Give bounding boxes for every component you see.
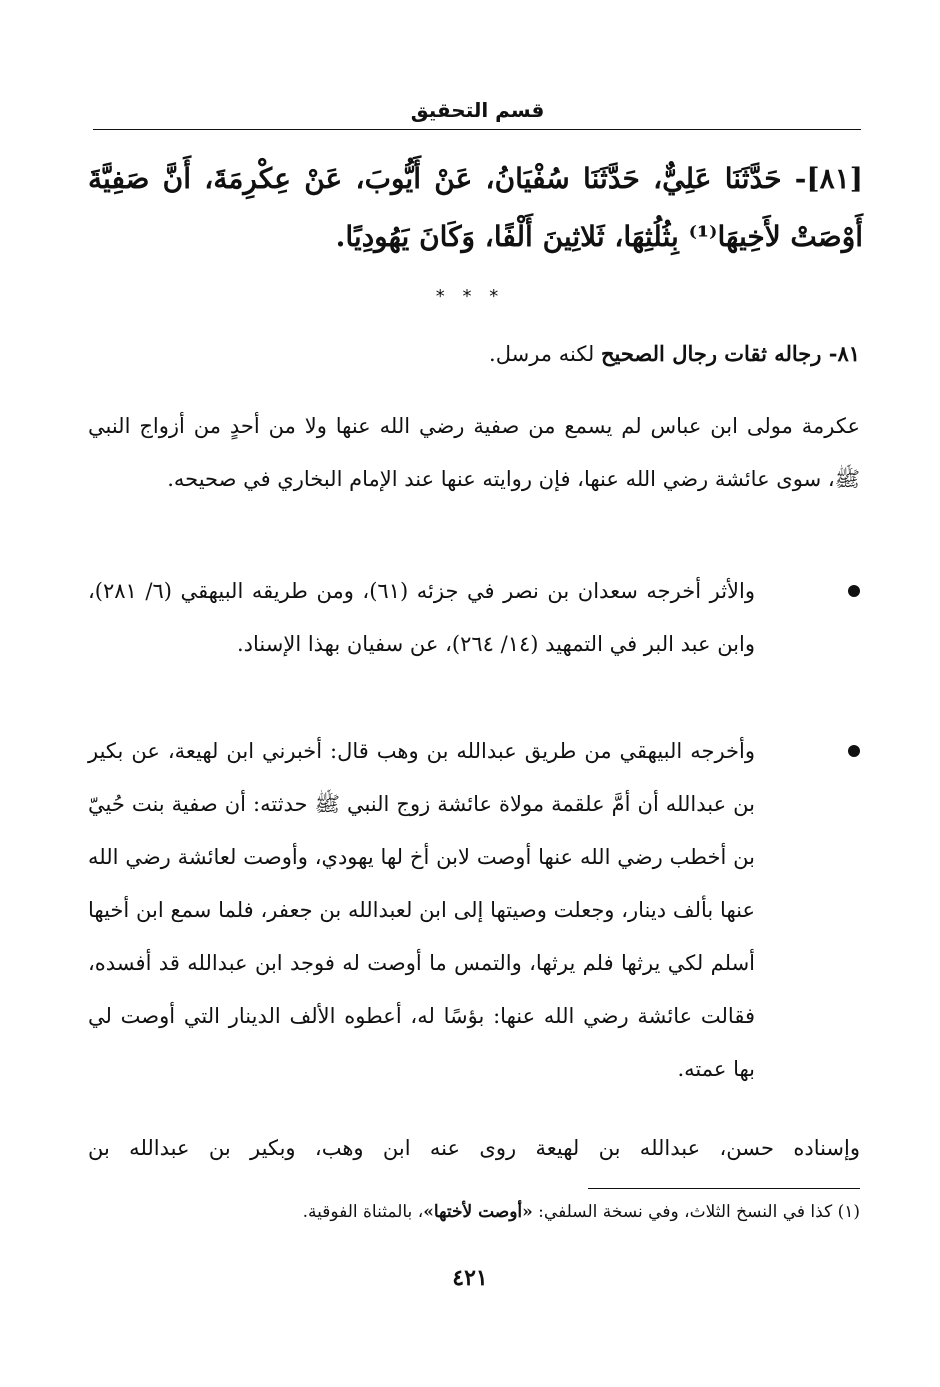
footnote-tail: ، بالمثناة الفوقية. — [302, 1202, 424, 1222]
section-separator: * * * — [435, 286, 505, 307]
paragraph-isnad: وإسناده حسن، عبدالله بن لهيعة روى عنه ابن وهب، وبكير بن عبدالله بن — [88, 1136, 860, 1160]
footnote-marker: (١) — [837, 1202, 860, 1222]
footnote-rule — [588, 1188, 860, 1189]
verdict-lead: ٨١- رجاله ثقات رجال الصحيح — [600, 341, 860, 366]
footnote — [180, 1197, 860, 1227]
bullet-icon — [848, 745, 860, 757]
hadith-text: [٨١]- حَدَّثَنَا عَلِيٌّ، حَدَّثَنَا سُفْيَانُ، عَنْ أَيُّوبَ، عَنْ عِكْرِمَةَ، أَنَّ صَفِيَّةَ أَوْصَتْ لأَخِيهَا⁽¹⁾ بِثُلُثِهَا، ثَلاثِينَ أَلْفًا، وَكَانَ يَهُودِيًا. — [88, 162, 863, 253]
bullet-text: وأخرجه البيهقي من طريق عبدالله بن وهب قال: أخبرني ابن لهيعة، عن بكير بن عبدالله أن أمَّ علقمة مولاة عائشة زوج النبي ﷺ حدثته: أن صفية بنت حُييّ بن أخطب رضي الله عنها أوصت لابن أخ لها يهودي، وأوصت لعائشة رضي الله عنها بألف دينار، وجعلت وصيتها إلى ابن لعبدالله بن جعفر، فلما سمع ابن أخيها أسلم لكي يرثها فلم يرثها، والتمس ما أوصت له فوجد ابن عبدالله قد أفسده، فقالت عائشة رضي الله عنها: بؤسًا له، أعطوه الألف الدينار التي أوصت لي بها عمته. — [88, 739, 755, 1081]
footnote-quote: «أوصت لأختها» — [423, 1202, 533, 1222]
verdict-line — [300, 336, 860, 372]
paragraph-transmission: عكرمة مولى ابن عباس لم يسمع من صفية رضي الله عنها ولا من أحدٍ من أزواج النبي ﷺ، سوى عائشة رضي الله عنها، فإن روايته عنها عند الإمام البخاري في صحيحه. — [88, 414, 860, 491]
bullet-icon — [848, 585, 860, 597]
running-title: قسم التحقيق — [410, 98, 545, 122]
bullet-text: والأثر أخرجه سعدان بن نصر في جزئه (٦١)، ومن طريقه البيهقي (٦/ ٢٨١)، وابن عبد البر في التمهيد (١٤/ ٢٦٤)، عن سفيان بهذا الإسناد. — [88, 579, 756, 656]
header-rule — [93, 129, 861, 130]
page-number: ٤٢١ — [452, 1265, 488, 1291]
verdict-rest: لكنه مرسل. — [489, 342, 601, 366]
footnote-text: كذا في النسخ الثلاث، وفي نسخة السلفي: — [532, 1202, 838, 1222]
